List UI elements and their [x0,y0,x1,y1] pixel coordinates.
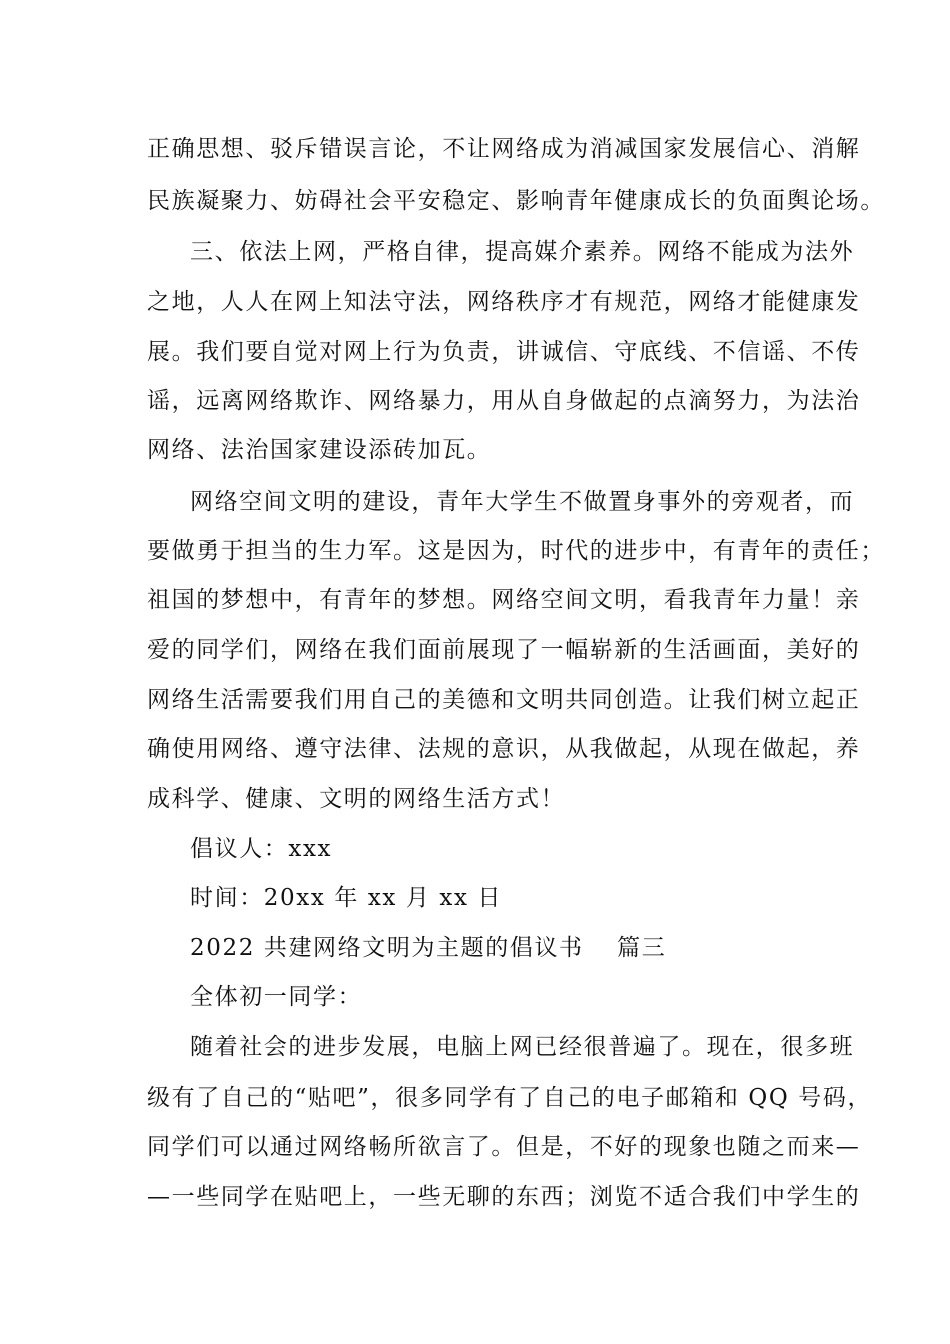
text-line: 网络空间文明的建设，青年大学生不做置身事外的旁观者，而 [190,489,855,515]
text-line: 随着社会的进步发展，电脑上网已经很普遍了。现在，很多班 [190,1034,855,1060]
signatory-line: 倡议人：xxx [190,836,333,862]
date-line: 时间：20xx 年 xx 月 xx 日 [190,885,503,911]
text-line: 级有了自己的“贴吧”，很多同学有了自己的电子邮箱和 QQ 号码， [147,1085,873,1111]
text-line: 之地，人人在网上知法守法，网络秩序才有规范，网络才能健康发 [147,289,861,315]
text-line: 爱的同学们，网络在我们面前展现了一幅崭新的生活画面，美好的 [147,637,861,663]
text-line: 同学们可以通过网络畅所欲言了。但是，不好的现象也随之而来— [147,1134,861,1160]
section-heading: 2022 共建网络文明为主题的倡议书 篇三 [190,935,667,961]
text-line: 网络、法治国家建设添砖加瓦。 [147,437,492,463]
text-line: 谣，远离网络欺诈、网络暴力，用从自身做起的点滴努力，为法治 [147,388,861,414]
text-line: 展。我们要自觉对网上行为负责，讲诚信、守底线、不信谣、不传 [147,339,861,365]
text-line: 网络生活需要我们用自己的美德和文明共同创造。让我们树立起正 [147,687,861,713]
text-line: 成科学、健康、文明的网络生活方式！ [147,786,566,812]
salutation-line: 全体初一同学： [190,984,363,1010]
text-line: 确使用网络、遵守法律、法规的意识，从我做起，从现在做起，养 [147,736,861,762]
text-line: 三、依法上网，严格自律，提高媒介素养。网络不能成为法外 [190,239,855,265]
text-line: 正确思想、驳斥错误言论，不让网络成为消减国家发展信心、消解 [147,136,861,162]
text-line: 祖国的梦想中，有青年的梦想。网络空间文明，看我青年力量！亲 [147,587,861,613]
text-line: 要做勇于担当的生力军。这是因为，时代的进步中，有青年的责任； [147,538,885,564]
text-line: 民族凝聚力、妨碍社会平安稳定、影响青年健康成长的负面舆论场。 [147,188,885,214]
text-line: —一些同学在贴吧上，一些无聊的东西；浏览不适合我们中学生的 [147,1184,861,1210]
